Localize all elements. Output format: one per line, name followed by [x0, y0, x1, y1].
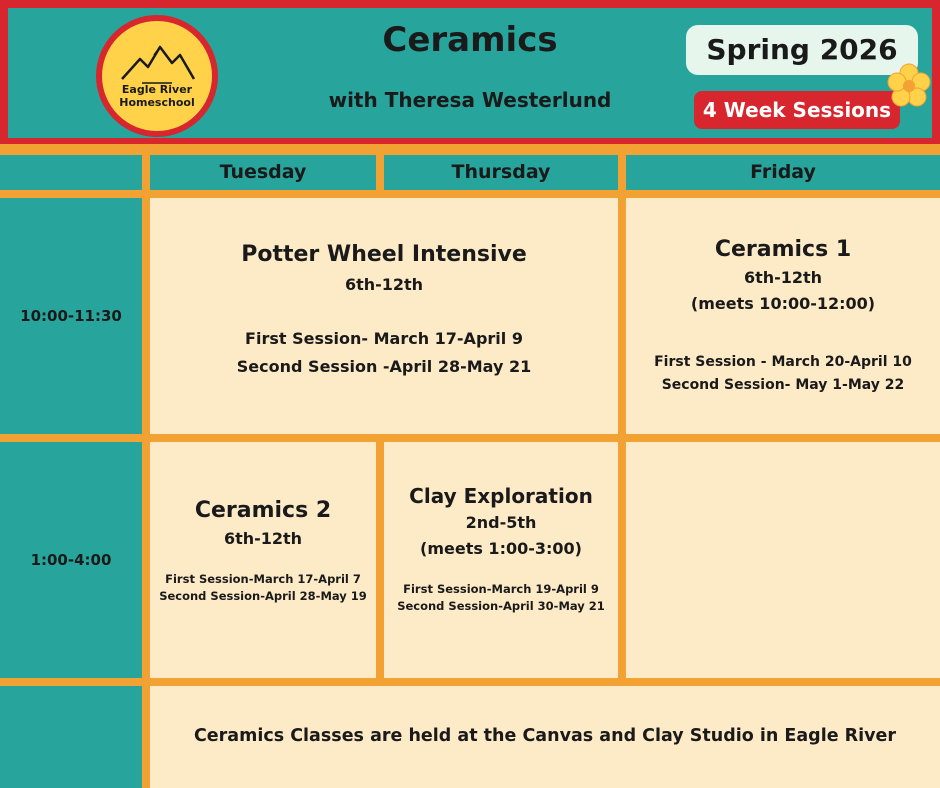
class-title: Clay Exploration [409, 484, 593, 508]
class-grades: 2nd-5th [465, 513, 537, 532]
class-meeting-time: (meets 1:00-3:00) [420, 539, 582, 558]
mountain-icon [102, 29, 212, 89]
empty-cell-friday-afternoon [626, 442, 940, 678]
class-title: Ceramics 2 [194, 498, 332, 523]
logo-line2: Homeschool [119, 96, 195, 109]
session-length-badge: 4 Week Sessions [694, 91, 900, 129]
session-dates-second: Second Session-April 30-May 21 [397, 599, 605, 613]
class-cell-ceramics-2 [150, 442, 376, 678]
logo-badge [102, 21, 212, 131]
session-dates-second: Second Session- May 1-May 22 [661, 377, 905, 393]
time-slot-morning [0, 198, 142, 434]
session-dates-first: First Session-March 17-April 7 [165, 572, 361, 586]
session-dates-second: Second Session -April 28-May 21 [236, 357, 532, 376]
day-header-friday: Friday [626, 155, 940, 190]
class-cell-ceramics-1 [626, 198, 940, 434]
time-slot-afternoon-label: 1:00-4:00 [30, 551, 112, 569]
class-grades: 6th-12th [743, 268, 823, 287]
class-cell-potter-wheel [150, 198, 618, 434]
location-note-text: Ceramics Classes are held at the Canvas and Clay Studio in Eagle River [193, 726, 897, 746]
day-header-thursday: Thursday [384, 155, 618, 190]
session-dates-first: First Session- March 17-April 9 [245, 329, 523, 348]
footer-time-cell [0, 686, 142, 788]
class-meeting-time: (meets 10:00-12:00) [690, 294, 876, 313]
eagle-river-logo [96, 15, 218, 137]
class-grades: 6th-12th [223, 529, 303, 548]
session-dates-first: First Session-March 19-April 9 [403, 582, 599, 596]
class-grades: 6th-12th [344, 275, 424, 294]
time-slot-afternoon [0, 442, 142, 678]
logo-line1: Eagle River [121, 83, 193, 96]
corner-cell [0, 155, 142, 190]
logo-text [102, 83, 212, 109]
location-note [150, 686, 940, 788]
day-header-tuesday: Tuesday [150, 155, 376, 190]
session-dates-second: Second Session-April 28-May 19 [159, 589, 367, 603]
page-title: Ceramics [382, 20, 558, 60]
class-title: Ceramics 1 [714, 237, 852, 262]
class-cell-clay-exploration [384, 442, 618, 678]
flower-icon [885, 62, 933, 110]
time-slot-morning-label: 10:00-11:30 [20, 307, 122, 325]
session-dates-first: First Session - March 20-April 10 [654, 354, 912, 370]
class-title: Potter Wheel Intensive [241, 242, 527, 267]
instructor-subtitle: with Theresa Westerlund [328, 88, 612, 112]
season-label: Spring 2026 [686, 25, 918, 75]
